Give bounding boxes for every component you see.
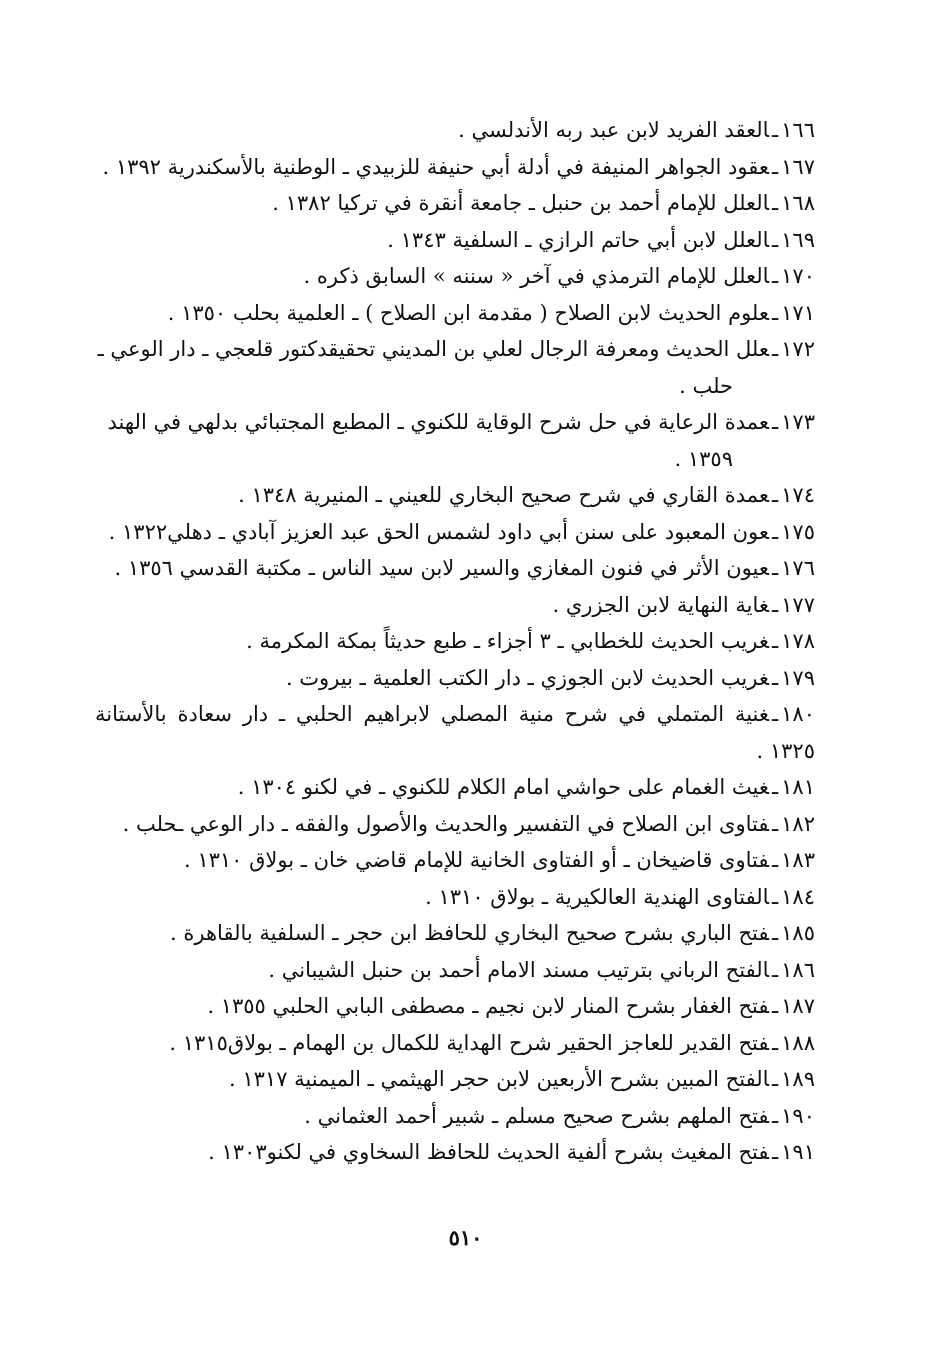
bibliography-entry [95,1134,815,1171]
bibliography-entry [95,915,815,952]
entry-text: غيث الغمام على حواشي امام الكلام للكنوي ـ في لكنو ١٣٠٤ . [237,775,769,799]
bibliography-entry [95,185,815,222]
entry-number: ١٧٤ [781,483,815,507]
entry-dash: ـ [772,118,779,142]
entry-text: غريب الحديث للخطابي ـ ٣ أجزاء ـ طبع حديثاً بمكة المكرمة . [246,629,769,653]
entry-text: فتح الباري بشرح صحيح البخاري للحافظ ابن حجر ـ السلفية بالقاهرة . [170,921,769,945]
entry-dash: ـ [772,227,779,252]
entry-text: فتاوى ابن الصلاح في التفسير والحديث والأصول والفقه ـ دار الوعي ـحلب . [122,811,769,836]
bibliography-entry [95,988,815,1025]
entry-dash: ـ [772,300,779,325]
entry-text: الفتح المبين بشرح الأربعين لابن حجر الهيثمي ـ الميمنية ١٣١٧ . [229,1067,769,1091]
entry-dash: ـ [772,1140,779,1164]
entry-number: ١٧٠ [781,264,815,288]
entry-text: الفتاوى الهندية العالكيرية ـ بولاق ١٣١٠ . [425,884,769,909]
entry-number: ١٧١ [781,300,815,325]
entry-dash: ـ [772,592,779,617]
entry-text: فتاوى قاضيخان ـ أو الفتاوى الخانية للإمام قاضي خان ـ بولاق ١٣١٠ . [183,848,769,872]
bibliography-entry [95,514,815,551]
entry-text: فتح الغفار بشرح المنار لابن نجيم ـ مصطفى البابي الحلبي ١٣٥٥ . [207,994,769,1018]
entry-text: غاية النهاية لابن الجزري . [552,592,769,617]
entry-text: فتح المغيث بشرح ألفية الحديث للحافظ السخاوي في لكنو١٣٠٣ . [208,1140,769,1164]
bibliography-entry [95,112,815,149]
entry-number: ١٦٧ [781,154,815,179]
bibliography-entry [95,952,815,989]
entry-text: عقود الجواهر المنيفة في أدلة أبي حنيفة للزبيدي ـ الوطنية بالأسكندرية ١٣٩٢ . [102,154,769,179]
bibliography-entry [95,1061,815,1098]
entry-dash: ـ [772,957,779,982]
entry-number: ١٧٢ [781,337,815,361]
entry-number: ١٦٩ [781,227,815,252]
entry-number: ١٧٩ [781,665,815,690]
page-number: ٥١٠ [448,1225,483,1250]
bibliography-entry [95,550,815,587]
entry-text: عمدة الرعاية في حل شرح الوقاية للكنوي ـ المطبع المجتبائي بدلهي في الهند [107,410,769,434]
entry-text: العلل لابن أبي حاتم الرازي ـ السلفية ١٣٤٣ . [387,227,769,252]
bibliography-entry [95,587,815,624]
entry-dash: ـ [772,994,779,1018]
entry-dash: ـ [772,410,779,434]
entry-dash: ـ [772,264,779,288]
entry-number: ١٨٧ [781,994,815,1018]
bibliography-entry [95,1098,815,1135]
bibliography-entry [95,842,815,879]
bibliography-entry [95,404,815,477]
entry-dash: ـ [772,337,779,361]
bibliography-entry [95,222,815,259]
entry-text: علوم الحديث لابن الصلاح ( مقدمة ابن الصلاح ) ـ العلمية بحلب ١٣٥٠ . [167,300,769,325]
entry-number: ١٩٠ [781,1103,815,1128]
bibliography-entry [95,769,815,806]
entry-text: فتح القدير للعاجز الحقير شرح الهداية للكمال بن الهمام ـ بولاق١٣١٥ . [169,1030,769,1055]
entry-number: ١٨١ [781,775,815,799]
entry-dash: ـ [772,154,779,179]
entry-dash: ـ [772,519,779,544]
entry-number: ١٨٦ [781,957,815,982]
bibliography-entry [95,879,815,916]
entry-text: عون المعبود على سنن أبي داود لشمس الحق عبد العزيز آبادي ـ دهلي١٣٢٢ . [108,519,769,544]
entry-continuation: ١٣٥٩ . [674,446,733,471]
bibliography-entry [95,149,815,186]
entry-number: ١٦٨ [781,191,815,215]
entry-dash: ـ [772,665,779,690]
entry-dash: ـ [772,191,779,215]
entry-text: العلل للإمام الترمذي في آخر « سننه » السابق ذكره . [303,264,769,288]
entry-text: غريب الحديث لابن الجوزي ـ دار الكتب العلمية ـ بيروت . [285,665,769,690]
entry-number: ١٧٦ [781,556,815,580]
bibliography-entry [95,660,815,697]
entry-dash: ـ [772,483,779,507]
entry-dash: ـ [772,1103,779,1128]
entry-dash: ـ [772,775,779,799]
entry-text: العلل للإمام أحمد بن حنبل ـ جامعة أنقرة في تركيا ١٣٨٢ . [272,191,769,215]
entry-dash: ـ [772,629,779,653]
entry-dash: ـ [772,556,779,580]
bibliography-entry [95,696,815,769]
bibliography-entry [95,295,815,332]
entry-number: ١٧٧ [781,592,815,617]
entry-number: ١٩١ [781,1140,815,1164]
entry-dash: ـ [772,811,779,836]
entry-text: علل الحديث ومعرفة الرجال لعلي بن المديني تحقيقدكتور قلعجي ـ دار الوعي ـ [97,337,769,361]
entry-number: ١٨٠ [781,702,815,726]
bibliography-entry [95,331,815,404]
entry-dash: ـ [772,1030,779,1055]
entry-number: ١٧٣ [781,410,815,434]
entry-text: العقد الفريد لابن عبد ربه الأندلسي . [458,118,769,142]
bibliography-entry [95,477,815,514]
entry-text: عيون الأثر في فنون المغازي والسير لابن سيد الناس ـ مكتبة القدسي ١٣٥٦ . [114,556,769,580]
entry-dash: ـ [772,1067,779,1091]
entry-text: الفتح الرباني بترتيب مسند الامام أحمد بن حنبل الشيباني . [268,957,769,982]
entry-number: ١٦٦ [781,118,815,142]
entry-number: ١٨٩ [781,1067,815,1091]
entry-dash: ـ [772,702,779,726]
entry-number: ١٧٨ [781,629,815,653]
entry-text: فتح الملهم بشرح صحيح مسلم ـ شبير أحمد العثماني . [304,1103,769,1128]
entry-text: غنية المتملي في شرح منية المصلي لابراهيم الحلبي ـ دار سعادة بالأستانة ١٣٢٥ . [95,702,815,763]
entry-number: ١٧٥ [781,519,815,544]
bibliography-list [95,112,815,1171]
entry-number: ١٨٤ [781,884,815,909]
entry-number: ١٨٨ [781,1030,815,1055]
entry-number: ١٨٣ [781,848,815,872]
entry-number: ١٨٢ [781,811,815,836]
entry-dash: ـ [772,884,779,909]
entry-text: عمدة القاري في شرح صحيح البخاري للعيني ـ المنيرية ١٣٤٨ . [238,483,769,507]
bibliography-entry [95,623,815,660]
bibliography-entry [95,1025,815,1062]
bibliography-entry [95,806,815,843]
entry-dash: ـ [772,921,779,945]
bibliography-entry [95,258,815,295]
entry-number: ١٨٥ [781,921,815,945]
entry-dash: ـ [772,848,779,872]
entry-continuation: حلب . [679,373,733,398]
